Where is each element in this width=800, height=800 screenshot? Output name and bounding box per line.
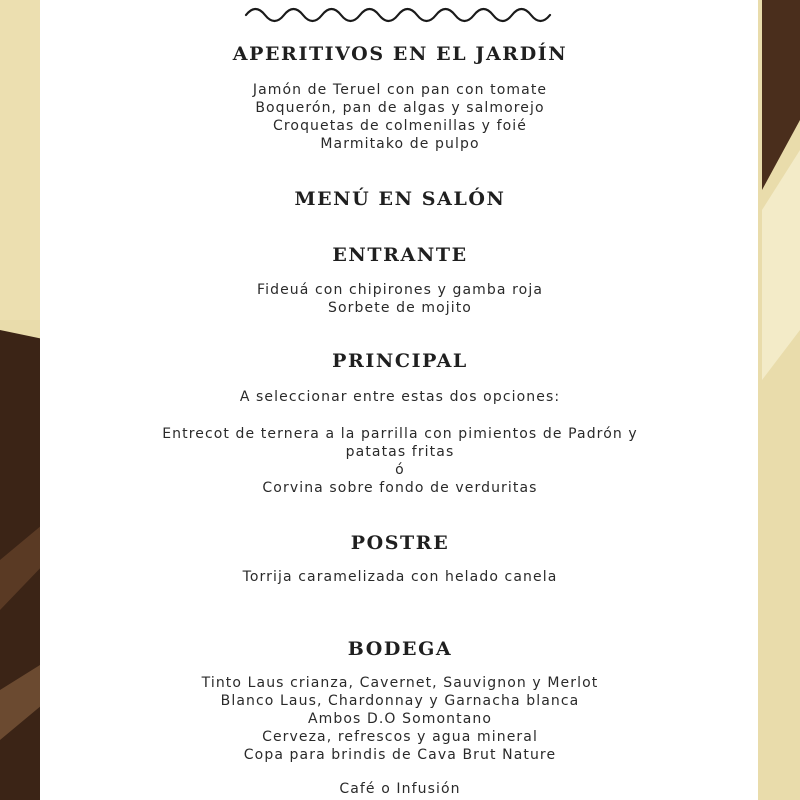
option-separator: ó bbox=[395, 462, 405, 478]
list-item: Jamón de Teruel con pan con tomate bbox=[252, 82, 548, 98]
list-item: Torrija caramelizada con helado canela bbox=[242, 569, 558, 585]
section-title-menu-salon: MENÚ EN SALÓN bbox=[294, 188, 506, 210]
closing-line: Café o Infusión bbox=[339, 781, 461, 797]
list-item: Marmitako de pulpo bbox=[320, 136, 480, 152]
list-item: Sorbete de mojito bbox=[328, 300, 472, 316]
section-title-entrante: ENTRANTE bbox=[332, 244, 468, 266]
section-title-aperitivos: APERITIVOS EN EL JARDÍN bbox=[232, 43, 568, 65]
list-item: Entrecot de ternera a la parrilla con pimientos de Padrón y bbox=[162, 426, 638, 442]
list-item: Blanco Laus, Chardonnay y Garnacha blanca bbox=[220, 693, 580, 709]
list-item: Croquetas de colmenillas y foié bbox=[272, 118, 528, 134]
section-title-bodega: BODEGA bbox=[347, 638, 453, 660]
list-item: Ambos D.O Somontano bbox=[307, 711, 493, 727]
section-title-principal: PRINCIPAL bbox=[332, 350, 468, 372]
list-item: Cerveza, refrescos y agua mineral bbox=[262, 729, 538, 745]
list-item: Tinto Laus crianza, Cavernet, Sauvignon y Merlot bbox=[201, 675, 599, 691]
principal-intro: A seleccionar entre estas dos opciones: bbox=[239, 389, 561, 405]
wave-divider-icon bbox=[244, 2, 556, 28]
list-item: Corvina sobre fondo de verduritas bbox=[262, 480, 538, 496]
list-item: Copa para brindis de Cava Brut Nature bbox=[243, 747, 557, 763]
list-item: Boquerón, pan de algas y salmorejo bbox=[255, 100, 545, 116]
section-title-postre: POSTRE bbox=[350, 532, 450, 554]
list-item: patatas fritas bbox=[345, 444, 455, 460]
list-item: Fideuá con chipirones y gamba roja bbox=[256, 282, 544, 298]
